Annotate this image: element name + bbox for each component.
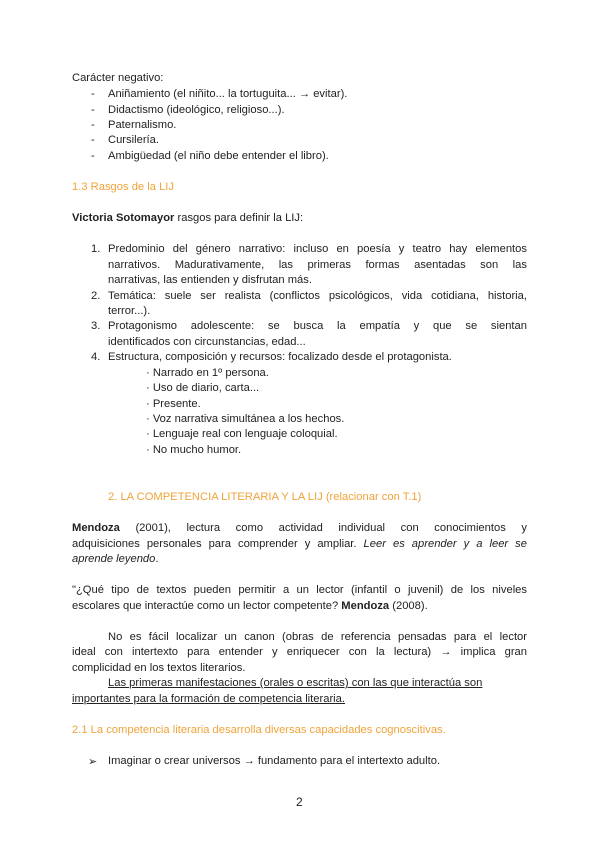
paragraph-line: complicidad en los textos literarios.	[72, 662, 246, 674]
sub-item: · Uso de diario, carta...	[146, 382, 260, 394]
list-item-line: Protagonismo adolescente: se busca la empatía y que se sientan	[108, 320, 527, 332]
sub-item: · Narrado en 1º persona.	[146, 367, 269, 379]
negative-heading: Carácter negativo:	[72, 72, 164, 84]
paragraph-line: No es fácil localizar un canon (obras de referencia pensadas para el lector	[108, 631, 527, 643]
list-item-line: Temática: suele ser realista (conflictos psicológicos, vida cotidiana, historia,	[108, 290, 527, 302]
list-item: Ambigüedad (el niño debe entender el libro).	[108, 150, 329, 162]
item-number: 2.	[91, 290, 101, 302]
list-bullet: -	[91, 119, 95, 131]
list-item-line: terror...).	[108, 305, 151, 317]
sub-item: · No mucho humor.	[146, 444, 242, 456]
paragraph-line: Las primeras manifestaciones (orales o escritas) con las que interactúa son	[108, 677, 483, 689]
arrow-bullet-icon: ➢	[88, 756, 98, 768]
sub-item: · Presente.	[146, 398, 201, 410]
paragraph-line	[72, 553, 158, 565]
list-item: Didactismo (ideológico, religioso...).	[108, 104, 285, 116]
list-bullet: -	[91, 88, 95, 100]
paragraph-text: adquisiciones personales para comprender y ampliar.	[72, 538, 364, 550]
list-bullet: -	[91, 150, 95, 162]
list-bullet: -	[91, 134, 95, 146]
list-bullet: -	[91, 104, 95, 116]
sub-item: · Voz narrativa simultánea a los hechos.	[146, 413, 345, 425]
paragraph-text: escolares que interactúe como un lector competente?	[72, 600, 342, 612]
paragraph-italic: aprende leyendo	[72, 553, 156, 565]
list-item: Aniñamiento (el niñito... la tortuguita... → evitar).	[108, 88, 348, 100]
list-item-line: narrativos. Madurativamente, las primeras formas asentadas son las	[108, 259, 527, 271]
section-1-3-title: 1.3 Rasgos de la LIJ	[72, 181, 174, 193]
author-name: Mendoza	[72, 522, 120, 534]
paragraph-line: "¿Qué tipo de textos pueden permitir a un lector (infantil o juvenil) de los niveles	[72, 584, 527, 596]
section-2-title: 2. LA COMPETENCIA LITERARIA Y LA LIJ (relacionar con T.1)	[108, 491, 422, 503]
paragraph-line	[72, 600, 428, 612]
item-number: 1.	[91, 243, 101, 255]
list-item: Paternalismo.	[108, 119, 177, 131]
paragraph-italic: Leer es aprender y a leer se	[363, 538, 527, 550]
intro-text: rasgos para definir la LIJ:	[174, 212, 304, 224]
author-name: Victoria Sotomayor	[72, 212, 175, 224]
paragraph-line	[72, 538, 527, 550]
list-item: Cursilería.	[108, 134, 159, 146]
paragraph-line: importantes para la formación de competencia literaria.	[72, 693, 345, 705]
author-name: Mendoza	[341, 600, 390, 612]
item-number: 4.	[91, 351, 101, 363]
list-item-line: Predominio del género narrativo: incluso en poesía y teatro hay elementos	[108, 243, 527, 255]
paragraph-text: .	[155, 553, 159, 565]
paragraph-line: ideal con intertexto para entender y enriquecer con la lectura) → implica gran	[72, 646, 527, 658]
list-item-line: identificados con circunstancias, edad...	[108, 336, 306, 348]
list-item-line: narrativas, las entienden y disfrutan más.	[108, 274, 312, 286]
section-1-3-intro	[72, 212, 303, 224]
paragraph-text: (2001), lectura como actividad individual con conocimientos y	[119, 522, 527, 534]
sub-item: · Lenguaje real con lenguaje coloquial.	[146, 428, 338, 440]
item-number: 3.	[91, 320, 101, 332]
paragraph-line	[72, 522, 527, 534]
section-2-1-title: 2.1 La competencia literaria desarrolla diversas capacidades cognoscitivas.	[72, 724, 446, 736]
paragraph-text: (2008).	[389, 600, 428, 612]
list-item-line: Estructura, composición y recursos: focalizado desde el protagonista.	[108, 351, 452, 363]
page-number: 2	[296, 795, 303, 809]
list-item: Imaginar o crear universos → fundamento para el intertexto adulto.	[108, 755, 441, 767]
